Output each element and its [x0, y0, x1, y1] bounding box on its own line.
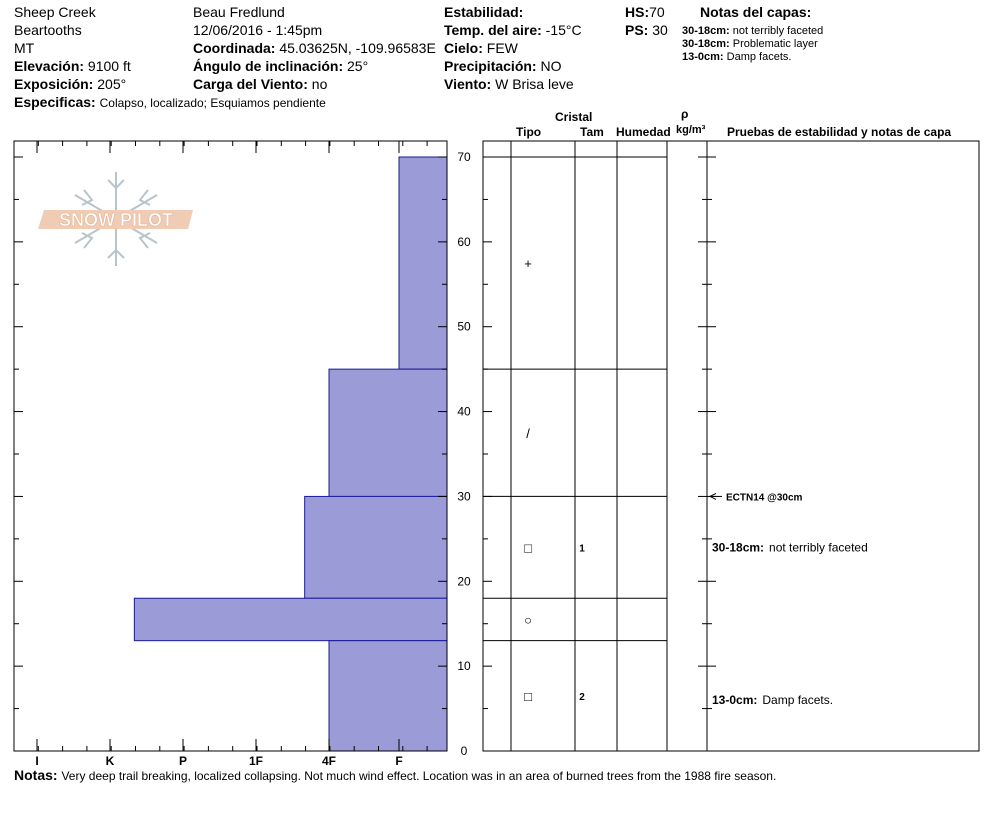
layer-note-range: 13-0cm: — [682, 51, 724, 63]
layer-note-text: Problematic layer — [732, 38, 818, 50]
depth-tick-label: 20 — [457, 574, 471, 589]
hardness-bar — [305, 496, 447, 598]
sky-label: Cielo: — [444, 40, 483, 56]
layer-note-text: not terribly faceted — [732, 25, 824, 37]
specifics-value: Colapso, localizado; Esquiamos pendiente — [99, 96, 326, 110]
coord-label: Coordinada: — [193, 40, 276, 56]
wind-load-value: no — [311, 76, 328, 92]
crystal-type: ○ — [524, 612, 532, 628]
hardness-tick-label: I — [35, 754, 39, 768]
hardness-bars — [134, 157, 447, 751]
slope-label: Ángulo de inclinación: — [193, 58, 344, 74]
specifics-label: Especificas: — [14, 94, 96, 110]
hardness-tick-label: F — [395, 754, 403, 768]
layer-comment-range: 30-18cm: — [712, 540, 765, 555]
aspect-label: Exposición: — [14, 76, 94, 92]
stability-tests — [710, 492, 868, 707]
hardness-tick-label: K — [105, 754, 115, 768]
hardness-tick-label: 4F — [321, 754, 337, 768]
wind-value: W Brisa leve — [495, 76, 574, 92]
elevation-label: Elevación: — [14, 58, 85, 74]
depth-tick-label: 50 — [457, 319, 471, 334]
crystal-type: + — [524, 256, 532, 272]
hs-value: 70 — [649, 4, 665, 20]
layer-comment — [712, 540, 868, 554]
depth-tick-label: 70 — [457, 150, 471, 164]
stability-label: Estabilidad: — [444, 4, 524, 20]
air-temp-label: Temp. del aire: — [444, 22, 542, 38]
slope-value: 25° — [347, 58, 369, 74]
datetime: 12/06/2016 - 1:45pm — [193, 22, 323, 38]
logo-text: SNOW PILOT — [59, 210, 173, 230]
hardness-bar — [329, 369, 447, 496]
sky-value: FEW — [486, 40, 518, 56]
column-moisture: Humedad — [616, 125, 671, 139]
footer-notes — [14, 767, 776, 783]
notes-label: Notas: — [14, 767, 58, 783]
precip-value: NO — [540, 58, 562, 74]
notes-value: Very deep trail breaking, localized collapsing. Not much wind effect. Location was in an area of burned trees from the 1988 fire season. — [61, 769, 777, 783]
layer-note-range: 30-18cm: — [682, 38, 730, 50]
column-type: Tipo — [516, 125, 542, 139]
range: Beartooths — [14, 22, 82, 38]
layer-note-range: 30-18cm: — [682, 25, 730, 37]
column-density-unit: kg/m³ — [676, 124, 706, 136]
depth-tick-label: 10 — [457, 659, 471, 674]
depth-tick-label: 60 — [457, 234, 471, 249]
crystal-size: 1 — [579, 543, 585, 555]
snowpilot-logo — [38, 172, 193, 266]
test-label: ECTN14 @30cm — [726, 492, 803, 504]
column-crystal: Cristal — [555, 110, 593, 124]
air-temp-value: -15°C — [545, 22, 582, 38]
hardness-tick-label: 1F — [248, 754, 264, 768]
location: Sheep Creek — [14, 4, 96, 20]
crystal-type: / — [526, 425, 530, 441]
elevation-value: 9100 ft — [87, 58, 131, 74]
layer-notes-title: Notas del capas: — [700, 4, 812, 20]
crystal-size: 2 — [579, 691, 585, 703]
crystal-type: □ — [524, 540, 532, 556]
layer-comment-text: not terribly faceted — [769, 540, 868, 555]
depth-tick-label: 30 — [457, 489, 471, 504]
observer: Beau Fredlund — [193, 4, 285, 20]
hardness-bar — [134, 598, 447, 640]
hardness-bar — [329, 641, 447, 751]
layer-comment-range: 13-0cm: — [712, 693, 758, 708]
ps-label: PS: — [625, 22, 649, 38]
hs-label: HS: — [625, 4, 650, 20]
layer-comment-text: Damp facets. — [762, 693, 834, 708]
crystal-type: □ — [524, 688, 532, 704]
column-rho: ρ — [681, 107, 689, 121]
coord-value: 45.03625N, -109.96583E — [279, 40, 436, 56]
layer-note-text: Damp facets. — [726, 51, 792, 63]
precip-label: Precipitación: — [444, 58, 537, 74]
layer-table — [483, 141, 979, 751]
hardness-tick-label: P — [178, 754, 188, 768]
wind-label: Viento: — [444, 76, 492, 92]
table-frame — [483, 141, 979, 751]
aspect-value: 205° — [97, 76, 127, 92]
layer-comment — [712, 693, 833, 707]
depth-tick-label: 40 — [457, 404, 471, 419]
state: MT — [14, 40, 35, 56]
depth-tick-label: 0 — [460, 744, 468, 758]
ps-value: 30 — [652, 22, 668, 38]
column-size: Tam — [580, 125, 604, 139]
hardness-bar — [399, 157, 447, 369]
wind-load-label: Carga del Viento: — [193, 76, 308, 92]
column-tests: Pruebas de estabilidad y notas de capa — [727, 125, 952, 139]
